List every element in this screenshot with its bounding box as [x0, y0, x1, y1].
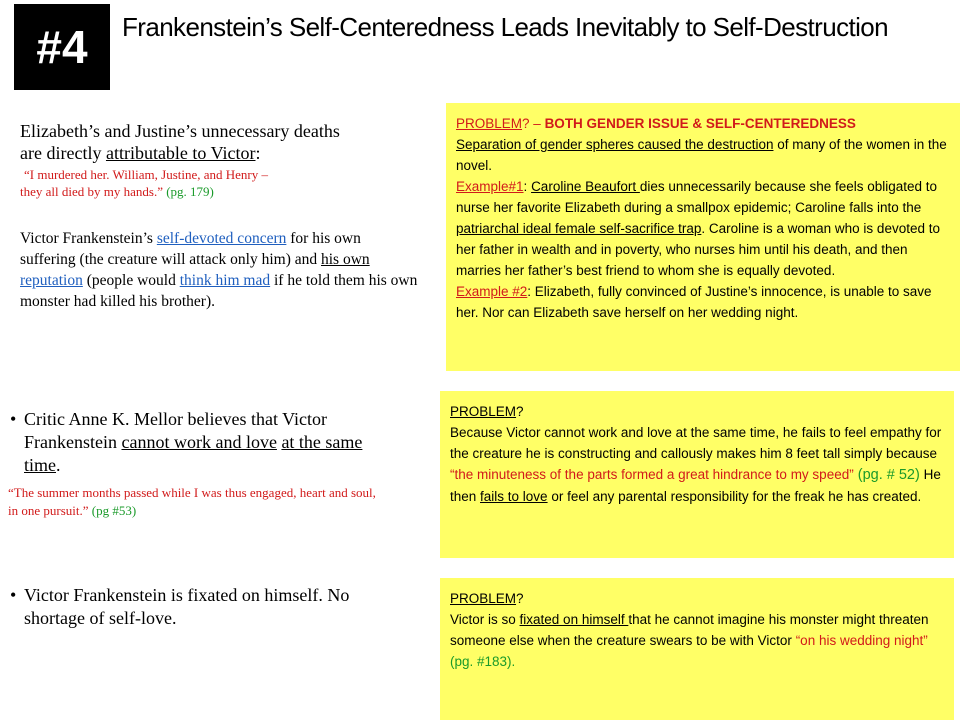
box-text: of many of the women in the novel.: [456, 137, 947, 173]
intro-text: are directly: [20, 143, 106, 163]
quote-text: they all died by my hands.”: [20, 184, 163, 199]
bullet-text: .: [56, 455, 61, 475]
quote-citation: (pg. 179): [162, 184, 214, 199]
bullet-fixated-text: Victor Frankenstein is fixated on himself. No shortage of self-love.: [24, 585, 350, 628]
example2-label: Example #2: [456, 284, 528, 299]
self-devoted-concern-link[interactable]: self-devoted concern: [156, 230, 287, 247]
quote-citation: (pg #53): [88, 503, 137, 518]
box-text: or feel any parental responsibility for the freak he has created.: [547, 489, 922, 504]
his-own-underline: his own: [321, 251, 370, 268]
problem-label: PROBLEM: [456, 116, 523, 131]
patriarchal-underline: patriarchal ideal female self-sacrifice trap: [456, 221, 702, 236]
intro-line-b: [20, 142, 430, 164]
box-text: :: [523, 179, 532, 194]
bullet-mellor: [10, 408, 430, 477]
quote-citation: (pg. # 52): [853, 467, 920, 483]
box-text: dies unnecessarily because she feels obligated to nurse her favorite Elizabeth during a smallpox epidemic; Caroline falls into the: [456, 179, 938, 215]
cannot-work-underline: cannot work and love: [121, 432, 277, 452]
attributable-underline: attributable to Victor: [105, 143, 256, 163]
same-time-underline: at the same time: [24, 432, 363, 475]
box-text: : Elizabeth, fully convinced of Justine’s innocence, is unable to save her. Nor can Elizabeth save herself on her wedding night.: [456, 284, 932, 320]
para-text: for his own suffering (the creature will attack only him) and: [20, 230, 361, 268]
quote-summer-months: [8, 484, 388, 520]
slide-number-badge: #4: [14, 4, 110, 90]
problem-box-gender: [446, 103, 960, 371]
wedding-night-quote: “on his wedding night”: [795, 633, 928, 648]
box-text: . Caroline is a woman who is devoted to her father in wealth and in poverty, who nurses him until his death, and then marries her father’s best friend to whom she is equally devoted.: [456, 221, 940, 278]
problem-q: ?: [516, 591, 524, 606]
reputation-link[interactable]: reputation: [20, 272, 83, 289]
bullet-dot: •: [10, 409, 17, 429]
para-text: (people would: [82, 272, 180, 289]
bullet-mellor-text: [24, 408, 394, 477]
minuteness-quote: “the minuteness of the parts formed a great hindrance to my speed”: [450, 467, 854, 482]
fixated-underline: fixated on himself: [519, 612, 629, 627]
problem-heading: BOTH GENDER ISSUE & SELF-CENTEREDNESS: [544, 116, 856, 131]
intro-block: [20, 120, 430, 200]
box-text: Because Victor cannot work and love at the same time, he fails to feel empathy for the creature he is constructing and callously makes him 8 feet tall simply because: [450, 425, 942, 461]
bullet-dot: •: [10, 585, 17, 605]
box-text: that he cannot imagine his monster might threaten someone else when the creature swears to be with Victor: [450, 612, 929, 648]
think-him-mad-link[interactable]: think him mad: [179, 272, 271, 289]
separation-underline: Separation of gender spheres caused the destruction: [456, 137, 774, 152]
intro-colon: :: [255, 143, 261, 163]
quote-citation: (pg. #183).: [450, 654, 516, 669]
bullet-fixated: [10, 584, 430, 630]
problem-label: PROBLEM: [450, 591, 517, 606]
para-text: Victor Frankenstein’s: [20, 230, 157, 247]
victor-concern-paragraph: [20, 228, 420, 312]
quote-text: “The summer months passed while I was thus engaged, heart and soul, in one pursuit.”: [8, 485, 376, 518]
intro-line-a: Elizabeth’s and Justine’s unnecessary deaths: [20, 121, 340, 141]
para-text: if he told them his own monster had killed his brother).: [20, 272, 418, 310]
quote-murdered-line2: [20, 183, 430, 200]
problem-q: ?: [516, 404, 524, 419]
problem-box-fixated: [440, 578, 954, 720]
problem-label: PROBLEM: [450, 404, 517, 419]
box-text: He then: [450, 467, 941, 504]
problem-q: ? –: [522, 116, 545, 131]
box-text: Victor is so: [450, 612, 520, 627]
fails-to-love-underline: fails to love: [480, 489, 548, 504]
problem-box-empathy: [440, 391, 954, 558]
quote-murdered-line1: “I murdered her. William, Justine, and Henry –: [24, 167, 269, 182]
bullet-text: Critic Anne K. Mellor believes that Victor Frankenstein: [24, 409, 328, 452]
slide-title: Frankenstein’s Self-Centeredness Leads Inevitably to Self-Destruction: [122, 12, 888, 42]
example1-label: Example#1: [456, 179, 524, 194]
caroline-underline: Caroline Beaufort: [531, 179, 640, 194]
